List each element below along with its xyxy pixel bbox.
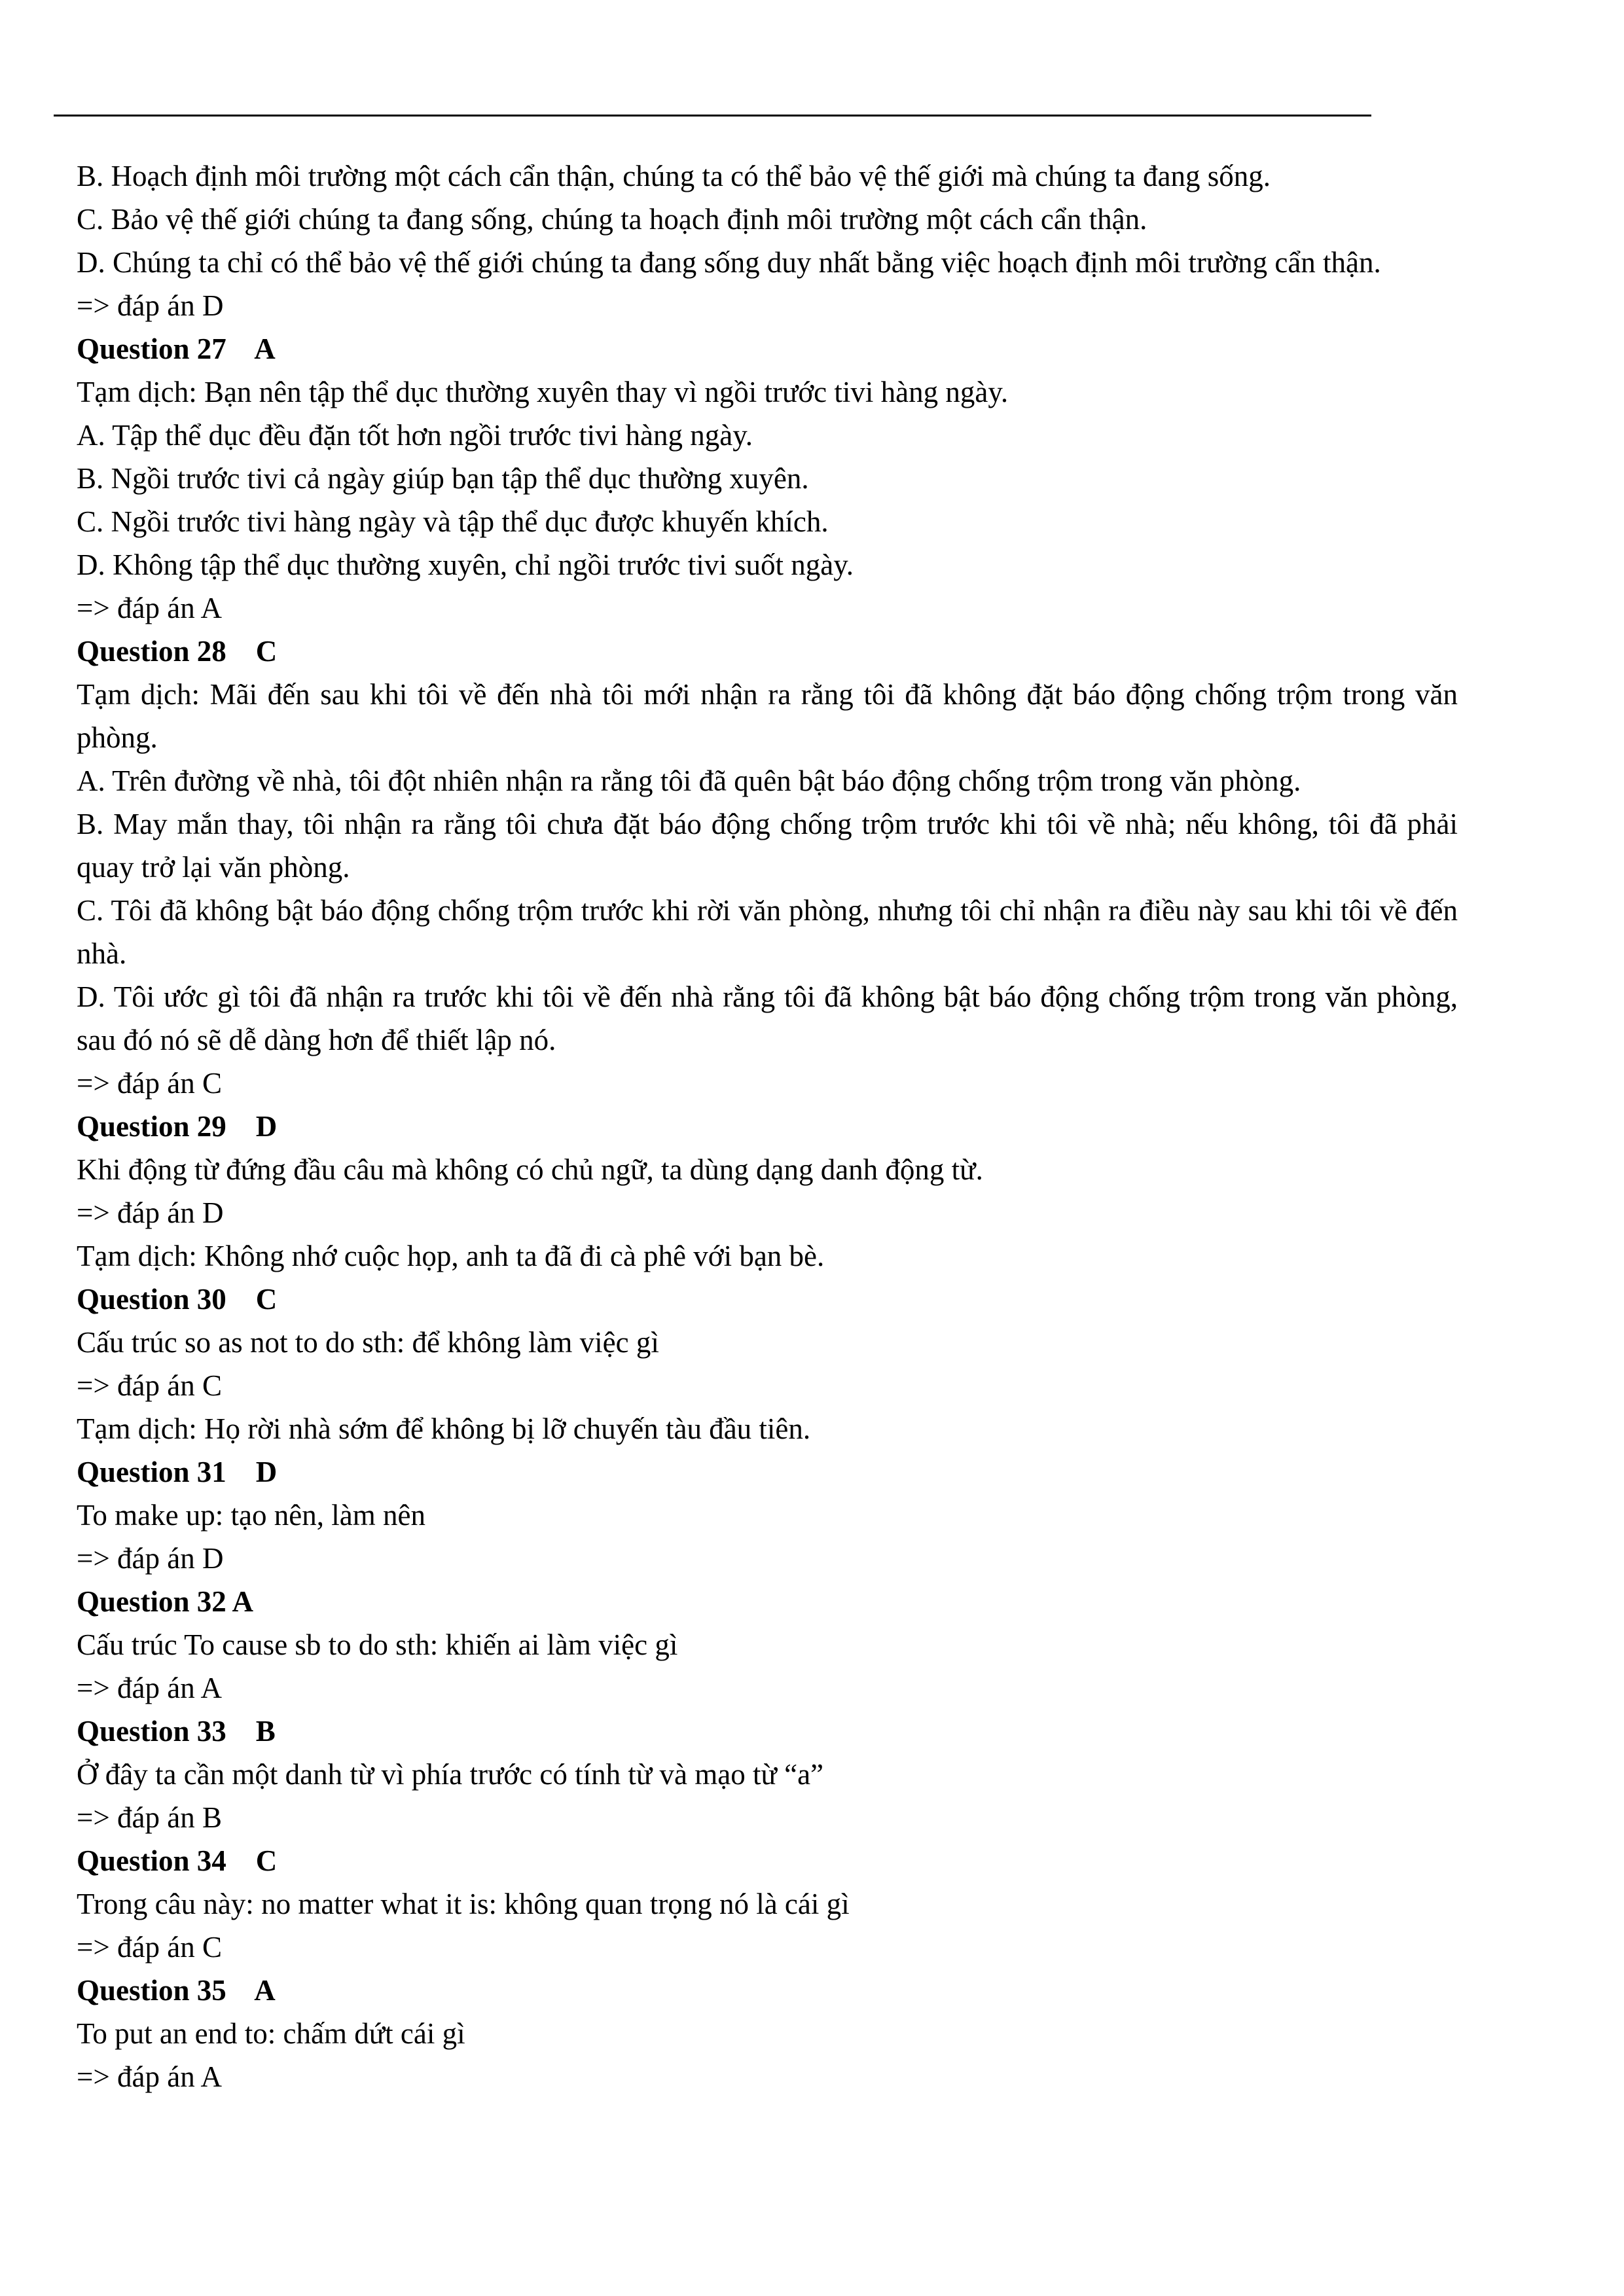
question-heading: Question 29 D <box>77 1110 278 1143</box>
text-line: Tạm dịch: Họ rời nhà sớm để không bị lỡ chuyến tàu đầu tiên. <box>77 1412 811 1445</box>
question-heading: Question 35 A <box>77 1974 276 2007</box>
text-line: A. Trên đường về nhà, tôi đột nhiên nhận ra rằng tôi đã quên bật báo động chống trộm trong văn phòng. <box>77 764 1301 797</box>
text-line: Khi động từ đứng đầu câu mà không có chủ ngữ, ta dùng dạng danh động từ. <box>77 1153 983 1186</box>
answer-line: => đáp án D <box>77 1196 224 1229</box>
question-heading: Question 32 A <box>77 1585 254 1618</box>
text-line: Cấu trúc To cause sb to do sth: khiến ai làm việc gì <box>77 1628 678 1661</box>
question-heading: Question 33 B <box>77 1715 276 1748</box>
text-line: Cấu trúc so as not to do sth: để không làm việc gì <box>77 1326 659 1359</box>
question-heading: Question 27 A <box>77 332 276 365</box>
text-line: D. Không tập thể dục thường xuyên, chỉ ngồi trước tivi suốt ngày. <box>77 548 854 581</box>
answer-line: => đáp án A <box>77 1672 222 1704</box>
text-line: Ở đây ta cần một danh từ vì phía trước có tính từ và mạo từ “a” <box>77 1758 824 1791</box>
question-heading: Question 30 C <box>77 1283 278 1316</box>
text-line: C. Bảo vệ thế giới chúng ta đang sống, chúng ta hoạch định môi trường một cách cẩn thận. <box>77 203 1147 236</box>
answer-line: => đáp án C <box>77 1369 222 1402</box>
document-body <box>77 154 1458 2098</box>
answer-line: => đáp án A <box>77 592 222 624</box>
text-line: To make up: tạo nên, làm nên <box>77 1499 425 1532</box>
text-line: B. Ngồi trước tivi cả ngày giúp bạn tập thể dục thường xuyên. <box>77 462 809 495</box>
answer-line: => đáp án A <box>77 2060 222 2093</box>
text-line: A. Tập thể dục đều đặn tốt hơn ngồi trước tivi hàng ngày. <box>77 419 753 452</box>
question-heading: Question 31 D <box>77 1456 278 1488</box>
paragraph: D. Tôi ước gì tôi đã nhận ra trước khi tôi về đến nhà rằng tôi đã không bật báo động chống trộm trong văn phòng, sau đó nó sẽ dễ dàng hơn để thiết lập nó. <box>77 980 1458 1056</box>
question-heading: Question 28 C <box>77 635 278 668</box>
paragraph: Tạm dịch: Mãi đến sau khi tôi về đến nhà tôi mới nhận ra rằng tôi đã không đặt báo động chống trộm trong văn phòng. <box>77 678 1458 754</box>
answer-line: => đáp án C <box>77 1931 222 1964</box>
paragraph: B. May mắn thay, tôi nhận ra rằng tôi chưa đặt báo động chống trộm trước khi tôi về nhà; nếu không, tôi đã phải quay trở lại văn phòng. <box>77 808 1458 884</box>
text-line: Tạm dịch: Không nhớ cuộc họp, anh ta đã đi cà phê với bạn bè. <box>77 1240 825 1272</box>
answer-line: => đáp án C <box>77 1067 222 1100</box>
text-line: C. Ngồi trước tivi hàng ngày và tập thể dục được khuyến khích. <box>77 505 829 538</box>
text-line: To put an end to: chấm dứt cái gì <box>77 2017 465 2050</box>
text-line: Trong câu này: no matter what it is: không quan trọng nó là cái gì <box>77 1888 850 1920</box>
question-heading: Question 34 C <box>77 1844 278 1877</box>
paragraph: C. Tôi đã không bật báo động chống trộm trước khi rời văn phòng, nhưng tôi chỉ nhận ra điều này sau khi tôi về đến nhà. <box>77 894 1458 970</box>
answer-line: => đáp án D <box>77 1542 224 1575</box>
text-line: Tạm dịch: Bạn nên tập thể dục thường xuyên thay vì ngồi trước tivi hàng ngày. <box>77 376 1009 408</box>
answer-line: => đáp án B <box>77 1801 222 1834</box>
paragraph: D. Chúng ta chỉ có thể bảo vệ thế giới chúng ta đang sống duy nhất bằng việc hoạch định môi trường cẩn thận. <box>77 246 1381 279</box>
header-rule <box>54 115 1371 117</box>
answer-line: => đáp án D <box>77 289 224 322</box>
text-line: B. Hoạch định môi trường một cách cẩn thận, chúng ta có thể bảo vệ thế giới mà chúng ta đang sống. <box>77 160 1271 192</box>
